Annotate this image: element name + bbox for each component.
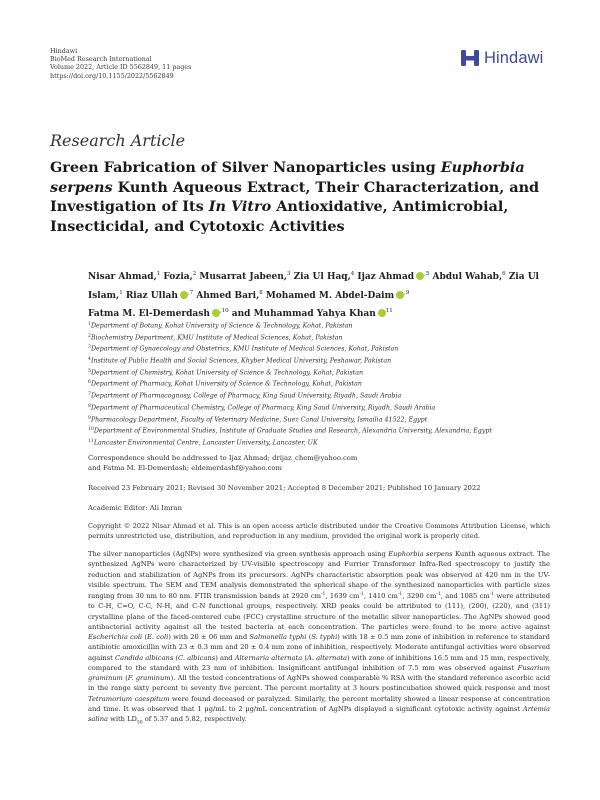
affiliation-item: $^{11}$Lancaster Environmental Centre, Lancaster University, Lancaster, UK <box>88 438 318 447</box>
affiliation-list <box>88 320 568 449</box>
author[interactable]: Abdul Wahab,$^6$ <box>432 271 506 282</box>
author[interactable]: Musarrat Jabeen,$^3$ <box>199 271 291 282</box>
title-species: Euphorbia serpens <box>50 159 525 196</box>
author[interactable]: Fatma M. El-Demerdash $^{,10}$ <box>88 308 229 319</box>
article-title <box>50 158 570 236</box>
doi-link[interactable]: https://doi.org/10.1155/2022/5562849 <box>50 71 174 80</box>
copyright-notice: Copyright © 2022 Nisar Ahmad et al. This is an open access article distributed under the Creative Commons Attribution License, which permits unrestricted use, distribution, and reproduction in any medium, provided the original work is properly cited. <box>88 522 550 540</box>
affiliation-item: $^7$Department of Pharmacognosy, College of Pharmacy, King Saud University, Riyadh, Saudi Arabia <box>88 392 402 400</box>
academic-editor: Academic Editor: Ali Imran <box>88 504 182 512</box>
affiliation-item: $^6$Department of Pharmacy, Kohat University of Science & Technology, Kohat, Pakistan <box>88 380 362 389</box>
article-type: Research Article <box>50 131 186 150</box>
correspondence-line[interactable]: Correspondence should be addressed to Ijaz Ahmad; drijaz_chem@yahoo.com <box>88 454 358 462</box>
orcid-icon[interactable] <box>416 272 424 280</box>
hindawi-logo <box>460 48 543 68</box>
abstract: The silver nanoparticles (AgNPs) were synthesized via green synthesis approach using Euphorbia serpens Kunth aqueous extract. The synthesized AgNPs were characterized by UV-visible spectroscopy and Furrier Transformer Infra-Red spectroscopy to justify the reduction and stabilization of AgNPs from its precursors. AgNPs characteristic absorption peak was observed at 420 nm in the UV-visible spectrum. The SEM and TEM analysis demonstrated the spherical shape of the synthesized nanoparticles with particle sizes ranging from 30 nm to 80 nm. FTIR transmission bands at 2920 $cm^{-1}$, 1639 $cm^{-1}$, 1410 $cm^{-1}$, 3290 $cm^{-1}$, and 1085 $cm^{-1}$ were attributed to C-H, C=O, C-C, N-H, and C-N functional groups, respectively. XRD peaks could be attributed to (111), (200), (220), and (311) crystalline plane of the faced-centered cube (FCC) crystalline structure of the metallic silver nanoparticles. The AgNPs showed good antibacterial activity against all the tested bacteria at each concentration. The particles were found to be more active against Escherichia coli (E. coli) with 20 ± 06 mm and Salmonella typhi (S. typhi) with 18 ± 0.5 mm zone of inhibition in reference to standard antibiotic amoxicillin with 23 ± 0.3 mm and 20 ± 0.4 mm zone of inhibition, respectively. Moderate antifungal activities were observed against Candida albicans (C. albicans) and Alternaria alternata (A. alternata) with zone of inhibitions 16.5 mm and 15 mm, respectively, compared to the standard with 23 mm of inhibition. Insignificant antifungal inhibition of 7.5 mm was observed against Fusarium graminum (F. graminum). All the tested concentrations of AgNPs showed comparable % RSA with the standard reference ascorbic acid in the range sixty percent to seventy five percent. The percent mortality at 3 hours postincubation showed quick response and most Tetramorium caespitum were found deceased or paralyzed. Similarly, the percent mortality showed a linear response at concentration and time. It was observed that 1 μg/mL to 2 μg/mL concentration of AgNPs displayed a significant cytotoxic activity against Artemia salina with $LD_{50}$ of 5.37 and 5.82, respectively. <box>88 550 551 726</box>
affiliation-item: $^1$Department of Botany, Kohat University of Science & Technology, Kohat, Pakistan <box>88 322 353 330</box>
hindawi-logo-icon <box>460 48 480 68</box>
orcid-icon[interactable] <box>212 309 220 317</box>
title-text: Kunth Aqueous Extract, Their Characterization, and Investigation of Its <box>50 178 540 216</box>
orcid-icon[interactable] <box>378 309 386 317</box>
author[interactable]: Ahmed Bari,$^8$ <box>196 289 263 301</box>
journal-name: BioMed Research International <box>50 55 152 64</box>
affiliation-item: $^9$Pharmacology Department, Faculty of Veterinary Medicine, Suez Canal University, Ismailia 41522, Egypt <box>88 415 428 424</box>
affiliation-item: $^2$Biochemistry Department, KMU Institute of Medical Sciences, Kohat, Pakistan <box>88 333 343 342</box>
orcid-icon[interactable] <box>396 291 404 299</box>
title-invitro: In Vitro <box>208 198 272 216</box>
journal-info <box>50 47 191 80</box>
affiliation-item: $^3$Department of Gynaecology and Obstetrics, KMU Institute of Medical Sciences, Kohat, Pakistan <box>88 345 399 353</box>
author[interactable]: Nisar Ahmad,$^1$ <box>88 271 161 282</box>
author[interactable]: Riaz Ullah $^{,7}$ <box>125 289 194 301</box>
title-text: Antioxidative, Antimicrobial, Insecticidal, and Cytotoxic Activities <box>50 198 509 235</box>
author[interactable]: Ijaz Ahmad $^{,5}$ <box>357 271 430 282</box>
affiliation-item: $^4$Institute of Public Health and Social Sciences, Khyber Medical University, Peshawar, Pakistan <box>88 357 392 365</box>
volume-info: Volume 2022, Article ID 5562849, 11 pages <box>50 63 192 72</box>
author[interactable]: Mohamed M. Abdel-Daim $^{,9}$ <box>265 289 410 301</box>
hindawi-logo-text: Hindawi <box>484 48 544 67</box>
orcid-icon[interactable] <box>180 291 188 299</box>
affiliation-item: $^5$Department of Chemistry, Kohat University of Science & Technology, Kohat, Pakistan <box>88 368 364 377</box>
author[interactable]: Zia Ul Islam,$^1$ <box>88 272 539 301</box>
title-text: Green Fabrication of Silver Nanoparticles using <box>50 159 441 176</box>
publication-dates: Received 23 February 2021; Revised 30 November 2021; Accepted 8 December 2021; Published 10 January 2022 <box>88 484 481 492</box>
affiliation-item: $^8$Department of Pharmaceutical Chemistry, College of Pharmacy, King Saud University, Riyadh, Saudi Arabia <box>88 403 436 412</box>
author[interactable]: Fozia,$^2$ <box>163 271 197 282</box>
publisher-name: Hindawi <box>50 47 78 55</box>
author[interactable]: and Muhammad Yahya Khan $^{11}$ <box>231 308 393 319</box>
affiliation-item: $^{10}$Department of Environmental Studies, Institute of Graduate Studies and Research, Alexandria University, Alexandria, Egypt <box>88 427 492 435</box>
correspondence <box>88 453 568 473</box>
correspondence-line[interactable]: and Fatma M. El-Demerdash; eldemerdashf@yahoo.com <box>88 464 282 473</box>
author[interactable]: Zia Ul Haq,$^4$ <box>293 271 355 282</box>
author-list <box>88 267 558 323</box>
